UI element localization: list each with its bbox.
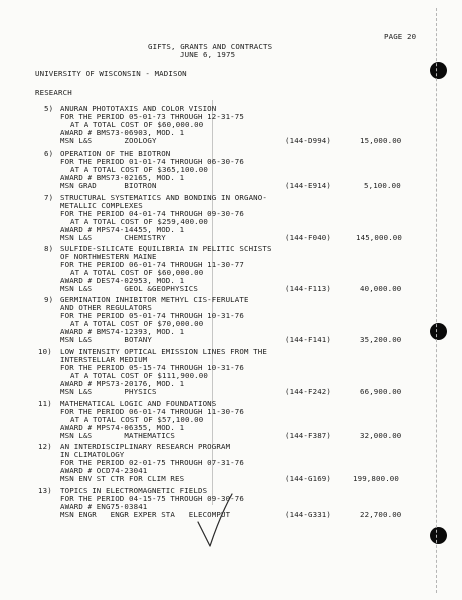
entry-msn: MSN GRAD BIOTRON [60, 181, 157, 190]
entry-total-cost: AT A TOTAL COST OF $57,100.00 [70, 415, 204, 424]
entry-msn: MSN ENV ST CTR FOR CLIM RES [60, 474, 185, 483]
entry-number: 5) [44, 104, 54, 113]
entry-number: 9) [44, 295, 54, 304]
entry-amount: 15,000.00 [360, 136, 402, 145]
entry-amount: 40,000.00 [360, 284, 402, 293]
entry-total-cost: AT A TOTAL COST OF $365,100.00 [70, 165, 208, 174]
entry-period: FOR THE PERIOD 04-01-74 THROUGH 09-30-76 [60, 209, 244, 218]
entry-title: AN INTERDISCIPLINARY RESEARCH PROGRAM [60, 442, 231, 451]
entry-msn: MSN L&S BOTANY [60, 335, 152, 344]
entry-period: FOR THE PERIOD 05-01-74 THROUGH 10-31-76 [60, 311, 244, 320]
entry-total-cost: AT A TOTAL COST OF $111,900.00 [70, 371, 208, 380]
entry-number: 12) [38, 442, 52, 451]
entry-award: AWARD # OCD74-23041 [60, 466, 148, 475]
entry-msn: MSN ENGR ENGR EXPER STA ELECOMPUT [60, 510, 231, 519]
entry-period: FOR THE PERIOD 04-15-75 THROUGH 09-30-76 [60, 494, 244, 503]
report-date: JUNE 6, 1975 [180, 50, 236, 59]
entry-award: AWARD # ENG75-03841 [60, 502, 148, 511]
entry-number: 7) [44, 193, 54, 202]
entry-title: LOW INTENSITY OPTICAL EMISSION LINES FROM THE [60, 347, 267, 356]
entry-msn: MSN L&S ZOOLOGY [60, 136, 157, 145]
entry-title-cont: METALLIC COMPLEXES [60, 201, 143, 210]
punch-hole-top [430, 62, 447, 79]
entry-title: TOPICS IN ELECTROMAGNETIC FIELDS [60, 486, 208, 495]
entry-period: FOR THE PERIOD 01-01-74 THROUGH 06-30-76 [60, 157, 244, 166]
entry-title: ANURAN PHOTOTAXIS AND COLOR VISION [60, 104, 217, 113]
report-title: GIFTS, GRANTS AND CONTRACTS [148, 42, 273, 51]
entry-award: AWARD # MPS74-14455, MOD. 1 [60, 225, 185, 234]
entry-amount: 22,700.00 [360, 510, 402, 519]
entry-period: FOR THE PERIOD 05-15-74 THROUGH 10-31-76 [60, 363, 244, 372]
entry-msn: MSN L&S MATHEMATICS [60, 431, 175, 440]
entry-number: 8) [44, 244, 54, 253]
entry-number: 11) [38, 399, 52, 408]
entry-amount: 32,000.00 [360, 431, 402, 440]
entry-total-cost: AT A TOTAL COST OF $70,000.00 [70, 319, 204, 328]
entry-total-cost: AT A TOTAL COST OF $259,400.00 [70, 217, 208, 226]
entry-amount: 199,800.00 [353, 474, 399, 483]
entry-code: (144-F141) [285, 335, 331, 344]
entry-code: (144-F113) [285, 284, 331, 293]
punch-hole-middle [430, 323, 447, 340]
entry-title: STRUCTURAL SYSTEMATICS AND BONDING IN ORGANO- [60, 193, 267, 202]
entry-title: OPERATION OF THE BIOTRON [60, 149, 171, 158]
entry-title: GERMINATION INHIBITOR METHYL CIS-FERULATE [60, 295, 249, 304]
page-edge [436, 8, 437, 593]
entry-award: AWARD # BMS73-02165, MOD. 1 [60, 173, 185, 182]
entry-award: AWARD # MPS74-06355, MOD. 1 [60, 423, 185, 432]
handwritten-check-mark [196, 490, 236, 550]
entry-number: 13) [38, 486, 52, 495]
entry-total-cost: AT A TOTAL COST OF $60,000.00 [70, 120, 204, 129]
entry-period: FOR THE PERIOD 06-01-74 THROUGH 11-30-76 [60, 407, 244, 416]
entry-msn: MSN L&S CHEMISTRY [60, 233, 166, 242]
entry-code: (144-D994) [285, 136, 331, 145]
entry-number: 6) [44, 149, 54, 158]
entry-amount: 5,100.00 [364, 181, 401, 190]
entry-title-cont: INTERSTELLAR MEDIUM [60, 355, 148, 364]
entry-period: FOR THE PERIOD 06-01-74 THROUGH 11-30-77 [60, 260, 244, 269]
entry-msn: MSN L&S PHYSICS [60, 387, 157, 396]
entry-code: (144-F242) [285, 387, 331, 396]
entry-number: 10) [38, 347, 52, 356]
entry-award: AWARD # BMS74-12393, MOD. 1 [60, 327, 185, 336]
entry-title-cont: IN CLIMATOLOGY [60, 450, 125, 459]
entry-award: AWARD # MPS73-20176, MOD. 1 [60, 379, 185, 388]
entry-code: (144-F040) [285, 233, 331, 242]
section-heading: RESEARCH [35, 88, 72, 97]
entry-title-cont: AND OTHER REGULATORS [60, 303, 152, 312]
entry-period: FOR THE PERIOD 02-01-75 THROUGH 07-31-76 [60, 458, 244, 467]
entry-title-cont: OF NORTHWESTERN MAINE [60, 252, 157, 261]
entry-code: (144-G169) [285, 474, 331, 483]
entry-award: AWARD # BMS73-06903, MOD. 1 [60, 128, 185, 137]
entry-amount: 145,000.00 [356, 233, 402, 242]
entry-code: (144-F387) [285, 431, 331, 440]
institution-name: UNIVERSITY OF WISCONSIN - MADISON [35, 69, 187, 78]
entry-amount: 35,200.00 [360, 335, 402, 344]
entry-msn: MSN L&S GEOL &GEOPHYSICS [60, 284, 198, 293]
punch-hole-bottom [430, 527, 447, 544]
entry-period: FOR THE PERIOD 05-01-73 THROUGH 12-31-75 [60, 112, 244, 121]
entry-total-cost: AT A TOTAL COST OF $60,000.00 [70, 268, 204, 277]
entry-code: (144-E914) [285, 181, 331, 190]
entry-title: SULFIDE-SILICATE EQUILIBRIA IN PELITIC SCHISTS [60, 244, 272, 253]
entry-title: MATHEMATICAL LOGIC AND FOUNDATIONS [60, 399, 217, 408]
entry-award: AWARD # DES74-02953, MOD. 1 [60, 276, 185, 285]
entry-code: (144-G331) [285, 510, 331, 519]
page-number: PAGE 20 [384, 32, 417, 41]
entry-amount: 66,900.00 [360, 387, 402, 396]
